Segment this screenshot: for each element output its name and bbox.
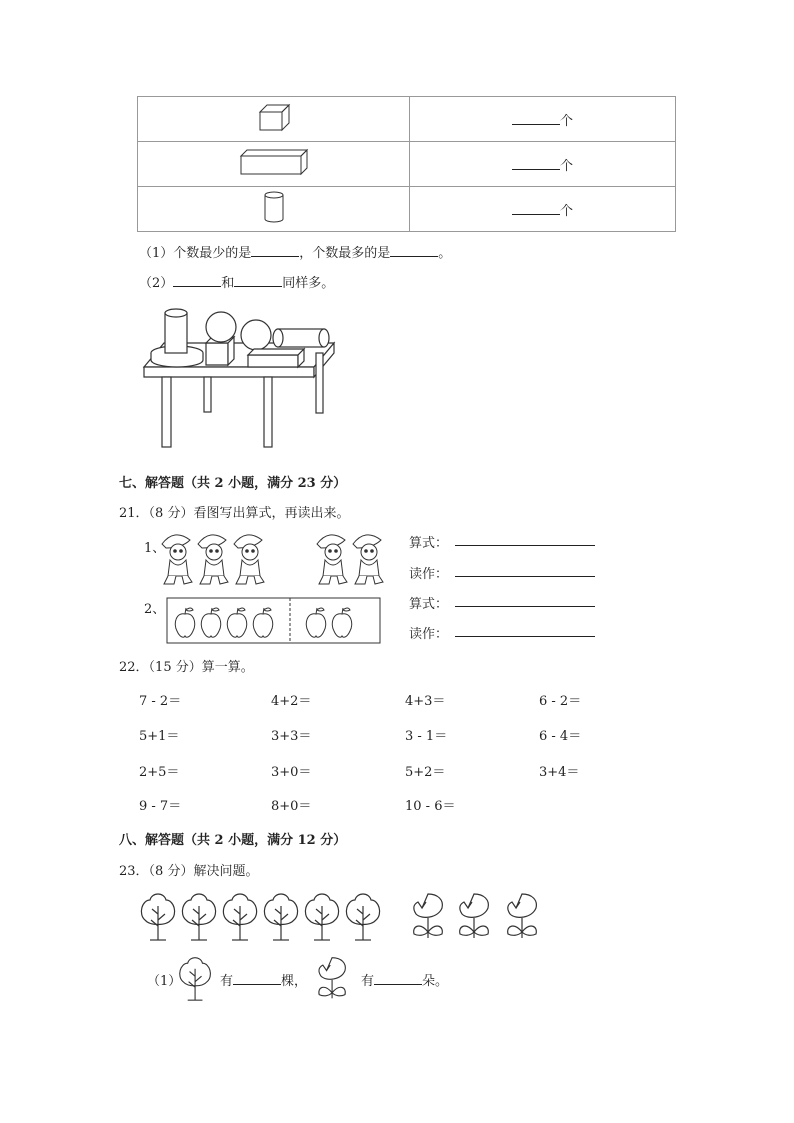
calc-item: 3 - 1＝	[405, 729, 448, 744]
question-text: 和	[221, 276, 235, 291]
apples-box-illustration	[166, 597, 381, 645]
flower-icon	[312, 954, 354, 1002]
question-text: 。	[438, 246, 452, 261]
calc-item: 5+2＝	[405, 765, 446, 780]
table-with-solids-illustration	[140, 305, 340, 450]
answer-blank[interactable]	[234, 273, 282, 287]
item-label: 2、	[144, 602, 166, 617]
question-21-title: 21．（8 分）看图写出算式，再读出来。	[119, 506, 350, 521]
question-text: 有	[220, 974, 234, 989]
question-text: 有	[361, 974, 375, 989]
unit-label: 个	[559, 113, 573, 129]
calc-item: 10 - 6＝	[405, 799, 456, 814]
formula-answer-line[interactable]	[455, 545, 595, 546]
tree-count-question	[220, 970, 307, 989]
calc-item: 4+2＝	[271, 694, 312, 709]
mushroom-figures-illustration	[160, 530, 395, 588]
calc-item: 3+4＝	[539, 765, 580, 780]
read-answer-line[interactable]	[455, 636, 595, 637]
answer-blank[interactable]	[390, 243, 438, 257]
shape-cell	[138, 142, 410, 187]
unit-label: 个	[559, 158, 573, 174]
question-23-title: 23．（8 分）解决问题。	[119, 864, 259, 879]
calc-item: 5+1＝	[139, 729, 180, 744]
formula-label: 算式：	[409, 536, 449, 551]
answer-blank[interactable]	[233, 971, 281, 985]
flower-count-question	[361, 970, 448, 989]
shape-cell	[138, 97, 410, 142]
answer-blank[interactable]	[512, 201, 560, 215]
cube-icon	[257, 102, 291, 132]
calc-item: 2+5＝	[139, 765, 180, 780]
answer-blank[interactable]	[512, 156, 560, 170]
table-row	[138, 142, 676, 187]
calc-item: 3+3＝	[271, 729, 312, 744]
trees-flowers-illustration	[140, 890, 555, 942]
table-question-2	[139, 272, 334, 291]
question-text: （1）个数最少的是	[139, 246, 252, 261]
section-title: 七、解答题（共 2 小题，满分 23 分）	[119, 476, 347, 491]
question-22-title: 22．（15 分）算一算。	[119, 660, 254, 675]
answer-blank[interactable]	[512, 111, 560, 125]
question-text: （2）	[139, 276, 174, 291]
shape-cell	[138, 187, 410, 232]
formula-label: 算式：	[409, 597, 449, 612]
calc-item: 7 - 2＝	[139, 694, 182, 709]
answer-blank[interactable]	[173, 273, 221, 287]
read-label: 读作：	[409, 627, 449, 642]
table-row	[138, 187, 676, 232]
calc-item: 6 - 4＝	[539, 729, 582, 744]
question-text: 棵，	[281, 974, 308, 989]
question-text: ，个数最多的是	[299, 246, 391, 261]
calc-item: 8+0＝	[271, 799, 312, 814]
count-cell	[410, 187, 676, 232]
count-cell	[410, 97, 676, 142]
calc-item: 3+0＝	[271, 765, 312, 780]
cuboid-icon	[239, 148, 309, 176]
section-title: 八、解答题（共 2 小题，满分 12 分）	[119, 833, 347, 848]
question-text: 同样多。	[282, 276, 335, 291]
read-label: 读作：	[409, 567, 449, 582]
read-answer-line[interactable]	[455, 576, 595, 577]
table-row	[138, 97, 676, 142]
unit-label: 个	[559, 203, 573, 219]
answer-blank[interactable]	[251, 243, 299, 257]
calc-item: 6 - 2＝	[539, 694, 582, 709]
tree-icon	[177, 954, 215, 1002]
calc-item: 9 - 7＝	[139, 799, 182, 814]
calc-item: 4+3＝	[405, 694, 446, 709]
count-cell	[410, 142, 676, 187]
shape-count-table	[137, 96, 676, 232]
question-23-sub1-prefix: （1）	[147, 974, 182, 989]
item-label: 1、	[144, 541, 166, 556]
cylinder-icon	[262, 190, 286, 224]
answer-blank[interactable]	[374, 971, 422, 985]
table-question-1	[139, 242, 451, 261]
question-text: 朵。	[422, 974, 449, 989]
formula-answer-line[interactable]	[455, 606, 595, 607]
